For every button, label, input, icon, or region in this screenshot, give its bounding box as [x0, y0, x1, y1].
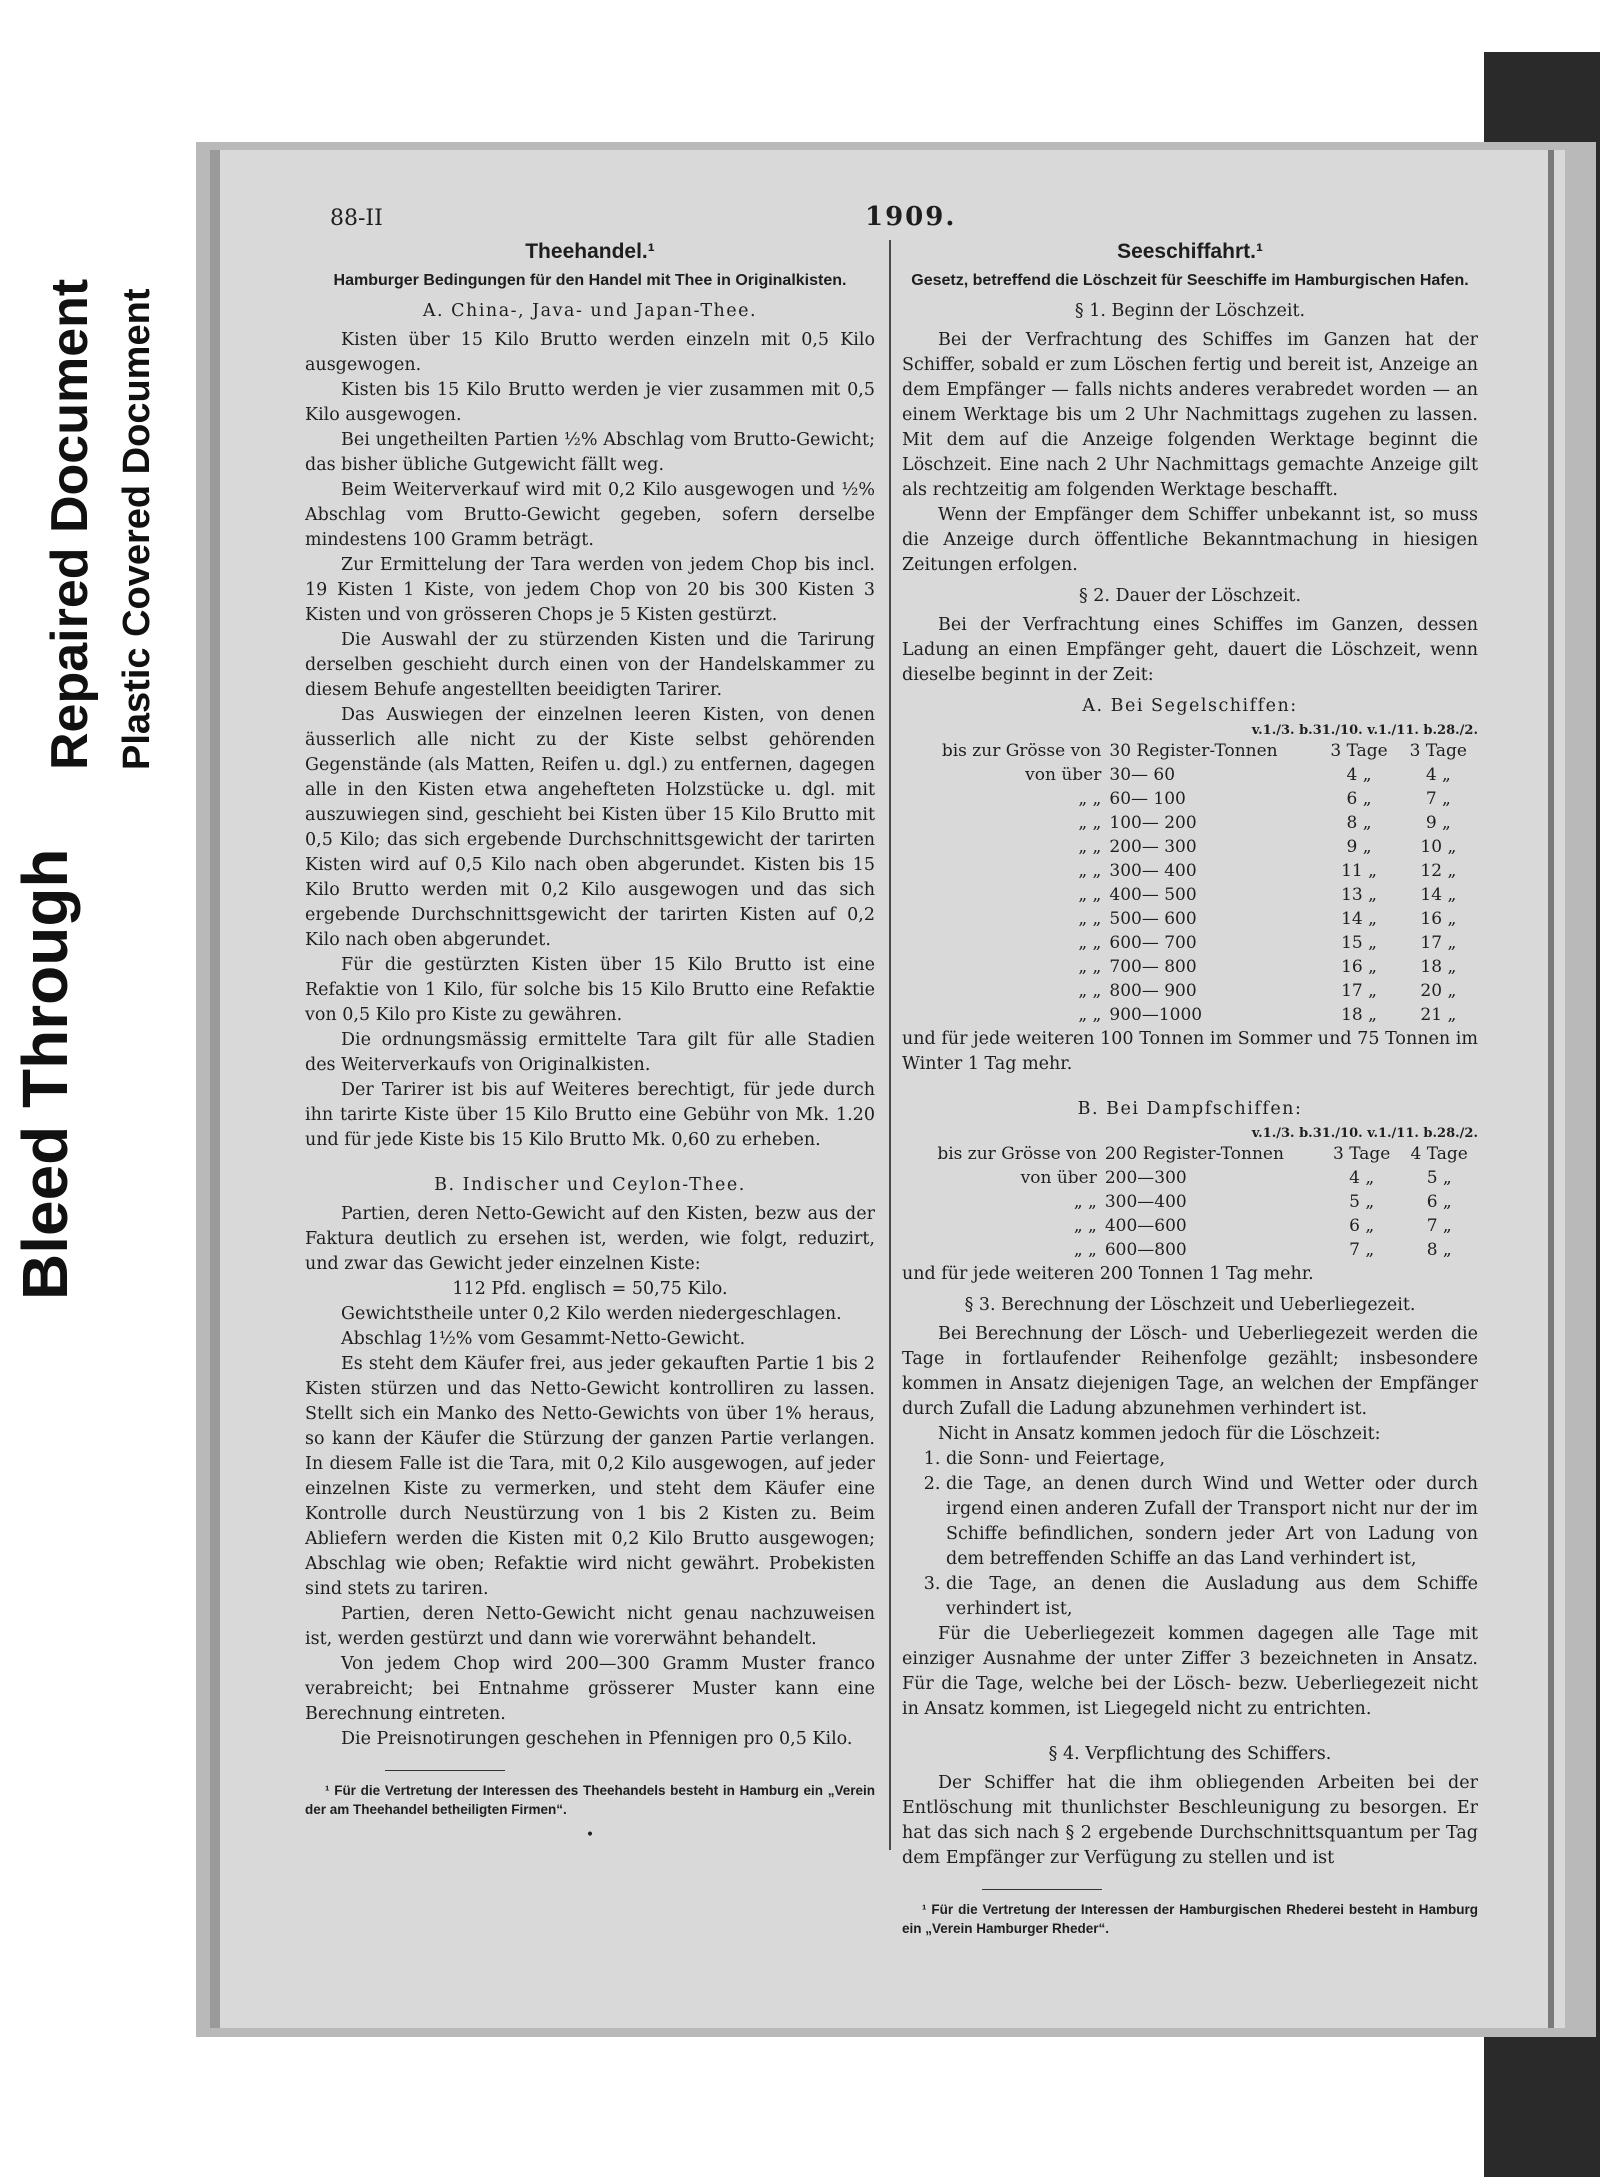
row-range: 600—800: [1104, 1240, 1187, 1260]
row-label: von über: [1020, 1168, 1097, 1188]
row-winter-days: 20 „: [1420, 981, 1457, 1001]
row-label: „ „: [1078, 789, 1102, 809]
section-a-heading: A. China-, Java- und Japan-Thee.: [422, 301, 758, 321]
row-range: 400— 500: [1109, 885, 1197, 905]
row-summer-days: 6 „: [1349, 1216, 1375, 1236]
row-range: 700— 800: [1109, 957, 1197, 977]
page-mark: •: [585, 1827, 595, 1843]
row-summer-days: 5 „: [1349, 1192, 1375, 1212]
row-winter-days: 18 „: [1420, 957, 1457, 977]
paragraph: Nicht in Ansatz kommen jedoch für die Löschzeit:: [938, 1424, 1381, 1444]
row-label: bis zur Grösse von: [941, 741, 1102, 761]
row-winter-days: 6 „: [1426, 1192, 1452, 1212]
row-label: „ „: [1078, 981, 1102, 1001]
right-column-title: Seeschiffahrt.¹: [1117, 240, 1263, 263]
row-label: „ „: [1078, 909, 1102, 929]
segel-note: und für jede weiteren 100 Tonnen im Sommer und 75 Tonnen im Winter 1 Tag mehr.: [902, 1029, 1478, 1074]
left-column-title: Theehandel.¹: [525, 240, 655, 263]
dampfschiffe-heading: B. Bei Dampfschiffen:: [1077, 1099, 1303, 1119]
table-row: [902, 811, 1478, 835]
dampf-note: und für jede weiteren 200 Tonnen 1 Tag mehr.: [902, 1264, 1314, 1284]
segel-periods: v.1./3. b.31./10. v.1./11. b.28./2.: [1251, 723, 1478, 738]
list-item: 2. die Tage, an denen durch Wind und Wetter oder durch irgend einen anderen Zufall der Transport nicht nur der im Schiffe befindlichen, sondern jeder Art von Ladung von dem betreffenden Schiffe an das Land verhindert ist,: [946, 1472, 1478, 1572]
row-range: 100— 200: [1109, 813, 1197, 833]
row-summer-days: 15 „: [1341, 933, 1377, 953]
row-winter-days: 7 „: [1426, 1216, 1452, 1236]
row-winter-days: 7 „: [1425, 789, 1451, 809]
section-1-heading: § 1. Beginn der Löschzeit.: [1074, 301, 1306, 321]
row-range: 800— 900: [1109, 981, 1197, 1001]
row-winter-days: 14 „: [1420, 885, 1457, 905]
list-item: 3. die Tage, an denen die Ausladung aus dem Schiffe verhindert ist,: [946, 1572, 1478, 1622]
list-item: 1. die Sonn- und Feiertage,: [946, 1447, 1478, 1472]
paragraph: Die ordnungsmässig ermittelte Tara gilt für alle Stadien des Weiterverkaufs von Originalkisten.: [305, 1030, 875, 1075]
left-footnote: ¹ Für die Vertretung der Interessen des Theehandels besteht in Hamburg ein „Verein der am Theehandel betheiligten Firmen“.: [305, 1783, 875, 1817]
row-summer-days: 17 „: [1341, 981, 1377, 1001]
row-summer-days: 3 Tage: [1330, 741, 1388, 761]
dampfschiffe-table: [902, 1142, 1478, 1262]
paragraph: Zur Ermittelung der Tara werden von jedem Chop bis incl. 19 Kisten 1 Kiste, von jedem Chop von 20 bis 300 Kisten 3 Kisten und von grösseren Chops je 5 Kisten gestürzt.: [305, 555, 875, 625]
row-range: 900—1000: [1109, 1005, 1203, 1025]
table-row: [902, 763, 1478, 787]
row-summer-days: 14 „: [1341, 909, 1377, 929]
row-range: 300— 400: [1109, 861, 1197, 881]
right-column: [902, 205, 1478, 1938]
table-row: [902, 859, 1478, 883]
row-label: „ „: [1073, 1216, 1097, 1236]
section-b-heading: B. Indischer und Ceylon-Thee.: [434, 1175, 746, 1195]
table-row: [902, 787, 1478, 811]
paragraph: Kisten bis 15 Kilo Brutto werden je vier zusammen mit 0,5 Kilo ausgewogen.: [305, 380, 875, 425]
paragraph: Die Preisnotirungen geschehen in Pfennigen pro 0,5 Kilo.: [341, 1729, 853, 1749]
paragraph: Partien, deren Netto-Gewicht auf den Kisten, bezw aus der Faktura deutlich zu ersehen ist, werden, wie folgt, reduzirt, und zwar das Gewicht jeder einzelnen Kiste:: [305, 1204, 875, 1274]
paragraph: Gewichtstheile unter 0,2 Kilo werden niedergeschlagen.: [341, 1304, 842, 1324]
row-summer-days: 18 „: [1341, 1005, 1377, 1025]
row-summer-days: 4 „: [1346, 765, 1372, 785]
formula-line: 112 Pfd. englisch = 50,75 Kilo.: [452, 1279, 728, 1299]
row-summer-days: 16 „: [1341, 957, 1377, 977]
paragraph: Bei der Verfrachtung des Schiffes im Ganzen hat der Schiffer, sobald er zum Löschen fertig und bereit ist, Anzeige an dem Empfänger — falls nichts anderes verabredet worden — an einem Werktage bis um 2 Uhr Nachmittags zugehen zu lassen. Mit dem auf die Anzeige folgenden Werktage beginnt die Löschzeit. Eine nach 2 Uhr Nachmittags gemachte Anzeige gilt als rechtzeitig am folgenden Werktage beschafft.: [902, 330, 1478, 500]
page-year: 1909.: [865, 202, 957, 232]
left-column: [305, 205, 875, 1848]
table-row: [902, 835, 1478, 859]
plastic-covered-label: Plastic Covered Document: [116, 288, 158, 770]
row-winter-days: 8 „: [1426, 1240, 1452, 1260]
row-winter-days: 4 Tage: [1410, 1144, 1468, 1164]
section-4-heading: § 4. Verpflichtung des Schiffers.: [1048, 1744, 1332, 1764]
row-winter-days: 3 Tage: [1409, 741, 1467, 761]
row-winter-days: 21 „: [1420, 1005, 1457, 1025]
row-winter-days: 17 „: [1420, 933, 1457, 953]
row-label: „ „: [1078, 933, 1102, 953]
paragraph: Die Auswahl der zu stürzenden Kisten und die Tarirung derselben geschieht durch einen von der Handelskammer zu diesem Behufe angestellten beeidigten Tarirer.: [305, 630, 875, 700]
section-2-heading: § 2. Dauer der Löschzeit.: [1078, 586, 1302, 606]
paragraph: Der Schiffer hat die ihm obliegenden Arbeiten bei der Entlöschung mit thunlichster Beschleunigung zu besorgen. Er hat das sich nach § 2 ergebende Durchschnittsquantum per Tag dem Empfänger zur Verfügung zu stellen und ist: [902, 1773, 1478, 1868]
row-range: 30— 60: [1109, 765, 1176, 785]
table-row: [902, 739, 1478, 763]
row-range: 400—600: [1104, 1216, 1187, 1236]
table-row: [902, 1190, 1478, 1214]
row-range: 600— 700: [1109, 933, 1197, 953]
table-row: [902, 883, 1478, 907]
row-summer-days: 4 „: [1349, 1168, 1375, 1188]
paragraph: Partien, deren Netto-Gewicht nicht genau nachzuweisen ist, werden gestürzt und dann wie vorerwähnt behandelt.: [305, 1604, 875, 1649]
row-winter-days: 12 „: [1420, 861, 1457, 881]
segelschiffe-heading: A. Bei Segelschiffen:: [1082, 696, 1298, 716]
row-range: 300—400: [1104, 1192, 1187, 1212]
row-label: bis zur Grösse von: [937, 1144, 1097, 1164]
row-range: 200— 300: [1109, 837, 1197, 857]
row-label: „ „: [1073, 1240, 1097, 1260]
row-label: „ „: [1078, 813, 1102, 833]
paragraph: Der Tarirer ist bis auf Weiteres berechtigt, für jede durch ihn tarirte Kiste über 15 Kilo Brutto eine Gebühr von Mk. 1.20 und für jede Kiste bis 15 Kilo Brutto Mk. 0,60 zu erheben.: [305, 1080, 875, 1150]
paragraph: Bei Berechnung der Lösch- und Ueberliegezeit werden die Tage in fortlaufender Reihenfolge gezählt; insbesondere kommen in Ansatz diejenigen Tage, an welchen der Empfänger durch Zufall die Ladung abzunehmen verhindert ist.: [902, 1324, 1478, 1419]
row-label: „ „: [1078, 1005, 1102, 1025]
row-range: 60— 100: [1109, 789, 1186, 809]
page-edge: [1548, 150, 1554, 2028]
row-summer-days: 11 „: [1341, 861, 1377, 881]
table-row: [902, 907, 1478, 931]
table-row: [902, 1166, 1478, 1190]
row-winter-days: 16 „: [1420, 909, 1457, 929]
row-label: „ „: [1078, 885, 1102, 905]
row-summer-days: 3 Tage: [1332, 1144, 1391, 1164]
row-summer-days: 8 „: [1346, 813, 1372, 833]
row-summer-days: 7 „: [1349, 1240, 1375, 1260]
row-range: 200 Register-Tonnen: [1104, 1144, 1284, 1164]
row-label: von über: [1025, 765, 1102, 785]
paragraph: Das Auswiegen der einzelnen leeren Kisten, von denen äusserlich alle nicht zu der Kiste selbst gehörenden Gegenstände (als Matten, Reifen u. dgl.) zu entfernen, dagegen alle in den Kisten etwa angehefteten Holzstücke u. dgl. mit auszuwiegen sind, geschieht bei Kisten über 15 Kilo Brutto mit 0,5 Kilo; das sich ergebende Durchschnittsgewicht der tarirten Kisten wird auf 0,5 Kilo nach oben abgerundet. Kisten bis 15 Kilo Brutto werden mit 0,2 Kilo ausgewogen und das sich ergebende Durchschnittsgewicht der tarirten Kisten auf 0,2 Kilo nach oben abgerundet.: [305, 705, 875, 950]
paragraph: Kisten über 15 Kilo Brutto werden einzeln mit 0,5 Kilo ausgewogen.: [305, 330, 875, 375]
row-label: „ „: [1078, 837, 1102, 857]
section-3-heading: § 3. Berechnung der Löschzeit und Ueberliegezeit.: [964, 1295, 1416, 1315]
row-label: „ „: [1073, 1192, 1097, 1212]
row-range: 200—300: [1104, 1168, 1187, 1188]
row-label: „ „: [1078, 957, 1102, 977]
bleed-through-label: Bleed Through: [9, 848, 81, 1300]
row-range: 500— 600: [1109, 909, 1197, 929]
right-footnote: ¹ Für die Vertretung der Interessen der Hamburgischen Rhederei besteht in Hamburg ein „Verein Hamburger Rheder“.: [902, 1902, 1478, 1936]
table-row: [902, 955, 1478, 979]
row-winter-days: 5 „: [1426, 1168, 1452, 1188]
paragraph: Bei der Verfrachtung eines Schiffes im Ganzen, dessen Ladung an einen Empfänger geht, dauert die Löschzeit, wenn dieselbe beginnt in der Zeit:: [902, 615, 1478, 685]
row-winter-days: 10 „: [1420, 837, 1457, 857]
left-subtitle: Hamburger Bedingungen für den Handel mit Thee in Originalkisten.: [333, 272, 847, 289]
paragraph: Von jedem Chop wird 200—300 Gramm Muster franco verabreicht; bei Entnahme grösserer Muster kann eine Berechnung eintreten.: [305, 1654, 875, 1724]
dampf-periods: v.1./3. b.31./10. v.1./11. b.28./2.: [1251, 1126, 1478, 1141]
paragraph: Für die gestürzten Kisten über 15 Kilo Brutto ist eine Refaktie von 1 Kilo, für solche bis 15 Kilo Brutto eine Refaktie von 0,5 Kilo pro Kiste zu gewähren.: [305, 955, 875, 1025]
paragraph: Beim Weiterverkauf wird mit 0,2 Kilo ausgewogen und ½% Abschlag vom Brutto-Gewicht gegeben, sofern derselbe mindestens 100 Gramm beträgt.: [305, 480, 875, 550]
table-row: [902, 979, 1478, 1003]
segelschiffe-table: [902, 739, 1478, 1027]
right-subtitle: Gesetz, betreffend die Löschzeit für Seeschiffe im Hamburgischen Hafen.: [911, 272, 1469, 289]
column-divider: [889, 240, 891, 1850]
paragraph: Bei ungetheilten Partien ½% Abschlag vom Brutto-Gewicht; das bisher übliche Gutgewicht fällt weg.: [305, 430, 875, 475]
row-winter-days: 9 „: [1425, 813, 1451, 833]
row-summer-days: 6 „: [1346, 789, 1372, 809]
repaired-document-label: Repaired Document: [41, 278, 99, 770]
exception-list: [902, 1447, 1478, 1622]
row-winter-days: 4 „: [1425, 765, 1451, 785]
row-label: „ „: [1078, 861, 1102, 881]
row-range: 30 Register-Tonnen: [1109, 741, 1278, 761]
footnote-rule: [385, 1770, 505, 1771]
paragraph: Es steht dem Käufer frei, aus jeder gekauften Partie 1 bis 2 Kisten stürzen und das Netto-Gewicht kontrolliren zu lassen. Stellt sich ein Manko des Netto-Gewichts von über 1% heraus, so kann der Käufer die Stürzung der ganzen Partie verlangen. In diesem Falle ist die Tara, mit 0,2 Kilo ausgewogen, auf jeder einzelnen Kiste zu vermerken, und steht dem Käufer eine Kontrolle durch Neustürzung von 1 bis 2 Kisten zu. Beim Abliefern werden die Kisten mit 0,2 Kilo Brutto ausgewogen; Abschlag wie oben; Refaktie wird nicht gewährt. Probekisten sind stets zu tariren.: [305, 1354, 875, 1599]
table-row: [902, 1142, 1478, 1166]
page-number: 88-II: [330, 206, 383, 231]
table-row: [902, 1003, 1478, 1027]
row-summer-days: 9 „: [1346, 837, 1372, 857]
paragraph: Für die Ueberliegezeit kommen dagegen alle Tage mit einziger Ausnahme der unter Ziffer 3 bezeichneten in Ansatz. Für die Tage, welche bei der Lösch- bezw. Ueberliegezeit nicht in Ansatz kommen, ist Liegegeld nicht zu entrichten.: [902, 1624, 1478, 1719]
paragraph: Wenn der Empfänger dem Schiffer unbekannt ist, so muss die Anzeige durch öffentliche Bekanntmachung in hiesigen Zeitungen erfolgen.: [902, 505, 1478, 575]
footnote-rule: [982, 1889, 1102, 1890]
paragraph: Abschlag 1½% vom Gesammt-Netto-Gewicht.: [341, 1329, 746, 1349]
table-row: [902, 931, 1478, 955]
table-row: [902, 1214, 1478, 1238]
row-summer-days: 13 „: [1341, 885, 1377, 905]
table-row: [902, 1238, 1478, 1262]
